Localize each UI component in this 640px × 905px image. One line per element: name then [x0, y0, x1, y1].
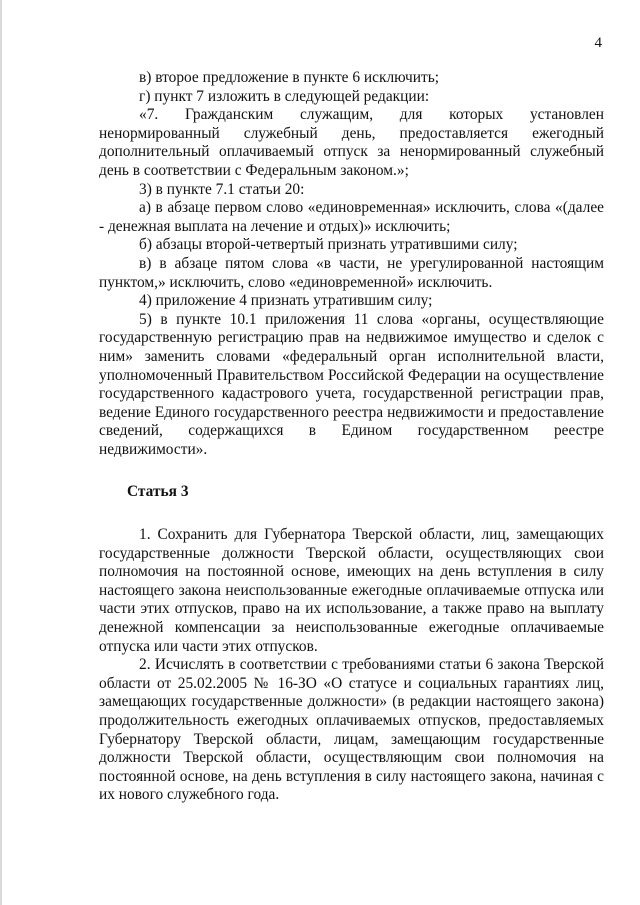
- page-number: 4: [594, 35, 602, 51]
- paragraph-article3-item2: 2. Исчислять в соответствии с требованиями статьи 6 закона Тверской области от 25.02.2005 № 16-ЗО «О статусе и социальных гарантиях лиц, замещающих государственные должности» (в редакции настоящего закона) продолжительность ежегодных оплачиваемых отпусков, предоставляемых Губернатору Тверской области, лицам, замещающим государственные должности Тверской области, осуществляющим свои полномочия на постоянной основе, на день вступления в силу настоящего закона, начиная с их нового служебного года.: [99, 656, 604, 804]
- paragraph-item-3b: б) абзацы второй-четвертый признать утратившими силу;: [139, 236, 518, 254]
- paragraph-amendment-g: г) пункт 7 изложить в следующей редакции:: [139, 87, 430, 105]
- paragraph-item-3v: в) в абзаце пятом слова «в части, не урегулированной настоящим пунктом,» исключить, слово «единовременной» исключить.: [99, 254, 604, 291]
- paragraph-new-item-7: «7. Гражданским служащим, для которых установлен ненормированный служебный день, предоставляется ежегодный дополнительный оплачиваемый отпуск за ненормированный служебный день в соответствии с Федеральным законом.»;: [99, 106, 604, 179]
- scan-edge: [0, 0, 2, 905]
- paragraph-item-3a: а) в абзаце первом слово «единовременная» исключить, слова «(далее - денежная выплата на лечение и отдых)» исключить;: [99, 199, 604, 235]
- paragraph-article3-item1: 1. Сохранить для Губернатора Тверской области, лиц, замещающих государственные должности Тверской области, осуществляющих свои полномочия на постоянной основе, имеющих на день вступления в силу настоящего закона неиспользованные ежегодные оплачиваемые отпуска или части этих отпусков, право на их использование, а также право на выплату денежной компенсации за неиспользованные ежегодные оплачиваемые отпуска или части этих отпусков.: [99, 526, 604, 655]
- paragraph-item-4: 4) приложение 4 признать утратившим силу;: [139, 292, 433, 310]
- paragraph-item-3: 3) в пункте 7.1 статьи 20:: [139, 180, 305, 198]
- paragraph-item-5: 5) в пункте 10.1 приложения 11 слова «органы, осуществляющие государственную регистрацию прав на недвижимое имущество и сделок с ним» заменить словами «федеральный орган исполнительной власти, уполномоченный Правительством Российской Федерации на осуществление государственного кадастрового учета, государственной регистрации прав, ведение Единого государственного реестра недвижимости и предоставление сведений, содержащихся в Едином государственном реестре недвижимости».: [99, 310, 604, 458]
- paragraph-amendment-v: в) второе предложение в пункте 6 исключить;: [139, 69, 440, 86]
- document-body: [99, 69, 604, 805]
- article-title: Статья 3: [127, 483, 189, 501]
